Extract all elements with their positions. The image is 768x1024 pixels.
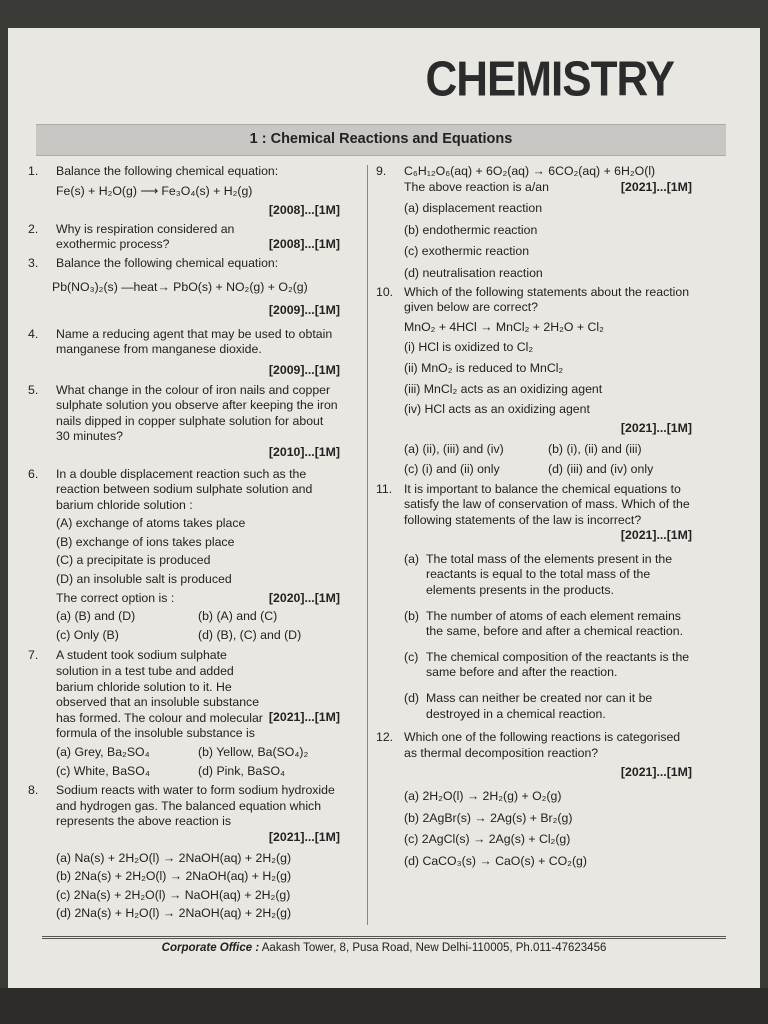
option-b: (b) (A) and (C) [198, 609, 278, 624]
question-2 [28, 222, 340, 253]
year-tag: [2021]...[1M] [620, 420, 692, 435]
year-tag: [2009]...[1M] [268, 362, 340, 377]
left-column [28, 164, 340, 925]
question-number: 9. [376, 164, 387, 178]
page-footer [42, 936, 726, 954]
question-number: 10. [376, 284, 394, 299]
option-c: (c) White, BaSO₄ [56, 763, 150, 778]
question-7 [28, 648, 340, 779]
right-column [376, 164, 692, 872]
question-text: It is important to balance the chemical equations to satisfy the law of conservation of mass. Which of the following statements of the law is incorrect? [404, 481, 690, 527]
year-tag: [2009]...[1M] [268, 303, 340, 318]
option-text: The chemical composition of the reactants is the same before and after the reaction. [426, 649, 690, 680]
option-a: (a) Na(s) + 2H₂O(l) → 2NaOH(aq) + 2H₂(g) [56, 850, 292, 865]
year-tag: [2020]...[1M] [268, 590, 340, 605]
option-d: (d) (iii) and (iv) only [548, 461, 654, 476]
column-divider [367, 165, 368, 925]
year-tag: [2021]...[1M] [268, 710, 340, 725]
question-6 [28, 467, 340, 644]
option-c: (c) 2AgCl(s) → 2Ag(s) + Cl₂(g) [404, 832, 571, 847]
question-number: 5. [28, 382, 39, 397]
statement-i: (i) HCl is oxidized to Cl₂ [404, 340, 534, 355]
question-text: Which of the following statements about the reaction given below are correct? [404, 284, 690, 315]
option-b: (b) Yellow, Ba(SO₄)₂ [198, 745, 309, 759]
option-d: (d) 2Na(s) + H₂O(l) → 2NaOH(aq) + 2H₂(g) [56, 906, 292, 921]
equation: Pb(NO₃)₂(s) —heat→ PbO(s) + NO₂(g) + O₂(g) [52, 279, 308, 294]
option-d: (d) (B), (C) and (D) [198, 627, 302, 642]
footer-label: Corporate Office : [161, 942, 260, 954]
statement: (B) exchange of ions takes place [56, 534, 235, 549]
question-number: 4. [28, 326, 39, 341]
equation: C₆H₁₂O₆(aq) + 6O₂(aq) → 6CO₂(aq) + 6H₂O(l) [404, 164, 656, 178]
year-tag: [2010]...[1M] [268, 444, 340, 459]
option-c: (c) exothermic reaction [404, 244, 530, 259]
question-text: Which one of the following reactions is categorised as thermal decomposition reaction? [404, 730, 681, 760]
option-a: (a) displacement reaction [404, 201, 543, 216]
option-a: (a) (B) and (D) [56, 609, 136, 624]
question-text: Balance the following chemical equation: [56, 164, 279, 178]
year-tag: [2021]...[1M] [268, 829, 340, 844]
option-c [404, 650, 692, 681]
year-tag: [2008]...[1M] [268, 236, 340, 251]
question-3 [28, 256, 340, 319]
option-b [404, 609, 692, 640]
statement: (A) exchange of atoms takes place [56, 516, 246, 531]
option-c: (c) (i) and (ii) only [404, 461, 500, 476]
question-text: In a double displacement reaction such as the reaction between sodium sulphate solution and barium chloride solution : [56, 466, 313, 512]
question-text: Sodium reacts with water to form sodium hydroxide and hydrogen gas. The balanced equation which represents the above reaction is [56, 783, 335, 829]
statement: (D) an insoluble salt is produced [56, 572, 232, 587]
question-text: Balance the following chemical equation: [56, 255, 279, 270]
option-b: (b) 2AgBr(s) → 2Ag(s) + Br₂(g) [404, 810, 573, 825]
question-4 [28, 327, 340, 379]
question-11 [376, 482, 692, 723]
statement-iii: (iii) MnCl₂ acts as an oxidizing agent [404, 381, 603, 396]
question-number: 7. [28, 648, 39, 663]
question-5 [28, 383, 340, 461]
question-10 [376, 285, 692, 478]
question-text: Why is respiration considered an exothermic process? [56, 221, 235, 252]
year-tag: [2021]...[1M] [620, 179, 692, 194]
option-b: (b) (i), (ii) and (iii) [548, 442, 642, 457]
option-label: (c) [404, 649, 419, 664]
statement: (C) a precipitate is produced [56, 553, 211, 568]
prompt: The correct option is : [56, 590, 175, 605]
footer-address: Aakash Tower, 8, Pusa Road, New Delhi-110005, Ph.011-47623456 [261, 942, 607, 954]
question-text: What change in the colour of iron nails and copper sulphate solution you observe after keeping the iron nails dipped in copper sulphate solution for about 30 minutes? [56, 382, 338, 444]
option-d [404, 691, 692, 722]
question-text: The above reaction is a/an [404, 179, 549, 194]
equation: Fe(s) + H₂O(g) ⟶ Fe₃O₄(s) + H₂(g) [56, 183, 253, 198]
chapter-band [36, 124, 726, 156]
option-b: (b) 2Na(s) + 2H₂O(l) → 2NaOH(aq) + H₂(g) [56, 869, 292, 884]
question-9 [376, 164, 692, 282]
option-a: (a) (ii), (iii) and (iv) [404, 442, 504, 457]
option-label: (b) [404, 608, 420, 623]
option-d: (d) Pink, BaSO₄ [198, 763, 286, 778]
option-text: The number of atoms of each element remains the same, before and after a chemical reaction. [426, 608, 684, 639]
option-d: (d) neutralisation reaction [404, 265, 543, 280]
question-number: 11. [376, 481, 393, 496]
option-a [404, 552, 692, 599]
question-text: A student took sodium sulphate solution in a test tube and added barium chloride solution to it. He observed that an insoluble substance has formed. The colour and molecular formula of the insoluble substance is [56, 648, 263, 741]
option-text: Mass can neither be created nor can it be destroyed in a chemical reaction. [426, 691, 653, 721]
statement-iv: (iv) HCl acts as an oxidizing agent [404, 402, 590, 417]
option-a: (a) Grey, Ba₂SO₄ [56, 745, 150, 759]
option-a: (a) 2H₂O(l) → 2H₂(g) + O₂(g) [404, 789, 562, 803]
question-number: 2. [28, 221, 39, 236]
option-b: (b) endothermic reaction [404, 222, 538, 237]
question-number: 12. [376, 730, 394, 745]
equation: MnO₂ + 4HCl → MnCl₂ + 2H₂O + Cl₂ [404, 319, 604, 334]
subject-title: CHEMISTRY [425, 52, 674, 107]
question-number: 6. [28, 466, 39, 481]
option-d: (d) CaCO₃(s) → CaO(s) + CO₂(g) [404, 853, 587, 868]
option-label: (a) [404, 551, 420, 566]
question-number: 3. [28, 255, 39, 270]
year-tag: [2021]...[1M] [620, 765, 692, 780]
question-number: 1. [28, 164, 39, 178]
question-text: Name a reducing agent that may be used to obtain manganese from manganese dioxide. [56, 326, 333, 357]
question-number: 8. [28, 783, 39, 798]
question-8 [28, 783, 340, 922]
option-c: (c) 2Na(s) + 2H₂O(l) → NaOH(aq) + 2H₂(g) [56, 887, 291, 902]
option-label: (d) [404, 691, 420, 706]
chapter-title: 1 : Chemical Reactions and Equations [249, 131, 513, 147]
year-tag: [2021]...[1M] [620, 528, 692, 543]
page-background [0, 988, 768, 1024]
statement-ii: (ii) MnO₂ is reduced to MnCl₂ [404, 360, 564, 375]
option-c: (c) Only (B) [56, 627, 119, 642]
question-1 [28, 164, 340, 219]
option-text: The total mass of the elements present in the reactants is equal to the total mass of the elements presents in the products. [426, 551, 673, 598]
question-12 [376, 730, 692, 869]
year-tag: [2008]...[1M] [268, 203, 340, 218]
